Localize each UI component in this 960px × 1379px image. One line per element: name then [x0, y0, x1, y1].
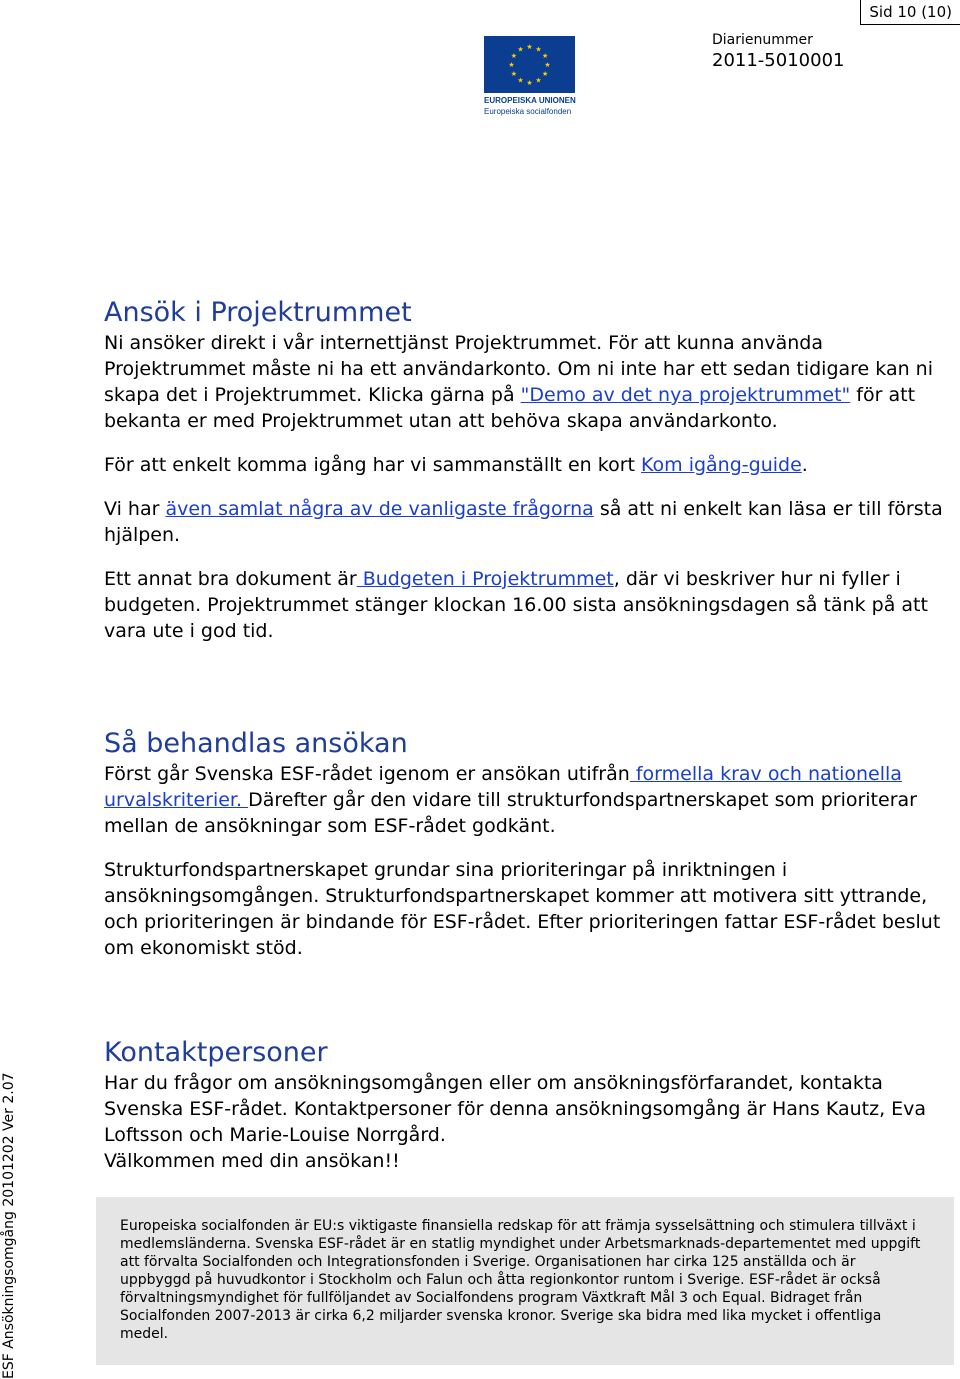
star-icon: ★ — [510, 70, 518, 78]
star-icon: ★ — [541, 52, 549, 60]
star-icon: ★ — [517, 76, 524, 85]
contacts-paragraph-2: Välkommen med din ansökan!! — [104, 1150, 400, 1172]
budget-link[interactable]: Budgeten i Projektrummet — [356, 568, 614, 590]
star-icon: ★ — [541, 70, 549, 78]
section-processing-heading: Så behandlas ansökan — [104, 728, 408, 759]
text-run: Vi har — [104, 498, 166, 520]
version-sidebar: ESF Ansökningsomgång 20101202 Ver 2.07 — [1, 1072, 17, 1379]
faq-link[interactable]: även samlat några av de vanligaste frågorna — [165, 498, 594, 520]
text-run: Ni ansöker direkt i vår internettjänst Projektrummet. För att kunna använda Projektrummet måste ni ha ett användarkonto. Om ni inte har ett sedan tidigare kan ni skapa det i Projektrummet. Klicka gärna på — [104, 332, 934, 406]
page-number: Sid 10 (10) — [869, 3, 952, 21]
star-icon: ★ — [526, 43, 533, 51]
page-number-box — [860, 0, 960, 25]
eu-logo — [484, 36, 578, 117]
apply-paragraph-1 — [104, 330, 954, 434]
demo-link[interactable]: "Demo av det nya projektrummet" — [520, 384, 851, 406]
text-run: Först går Svenska ESF-rådet igenom er ansökan utifrån — [104, 763, 630, 785]
text-run: Ett annat bra dokument är — [104, 568, 357, 590]
diarie-block — [712, 32, 844, 71]
text-run: För att enkelt komma igång har vi sammanställt en kort — [104, 454, 642, 476]
text-run: Därefter går den vidare till strukturfondspartnerskapet som prioriterar mellan de ansökningar som ESF-rådet godkänt. — [104, 789, 917, 837]
eu-flag-icon — [484, 36, 575, 93]
processing-paragraph-2: Strukturfondspartnerskapet grundar sina prioriteringar på inriktningen i ansökningsomgången. Strukturfondspartnerskapet kommer att motivera sitt yttrande, och prioriteringen är bindande för ESF-rådet. Efter prioriteringen fattar ESF-rådet beslut om ekonomiskt stöd. — [104, 859, 941, 959]
footer-text: Europeiska socialfonden är EU:s viktigaste finansiella redskap för att främja sysselsättning och stimulera tillväxt i medlemsländerna. Svenska ESF-rådet är en statlig myndighet under Arbetsmarknads-departementet med uppgift att förvalta Socialfonden och Integrationsfonden i Sverige. Organisationen har cirka 125 anställda och är uppbyggd på huvudkontor i Stockholm och Falun och åtta regionkontor runtom i Sverige. ESF-rådet är också förvaltningsmyndighet för fullföljandet av Socialfondens program Växtkraft Mål 3 och Equal. Bidraget från Socialfonden 2007-2013 är cirka 6,2 miljarder svenska kronor. Sverige ska bidra med lika mycket i offentliga medel. — [120, 1218, 921, 1342]
text-run: , där vi beskriver hur ni fyller i budgeten. Projektrummet stänger klockan 16.00 sista ansökningsdagen så tänk på att vara ute i god tid. — [104, 568, 928, 642]
section-apply-heading: Ansök i Projektrummet — [104, 297, 412, 328]
footer-info-box — [96, 1197, 954, 1365]
apply-paragraph-4 — [104, 566, 954, 644]
section-contacts-heading: Kontaktpersoner — [104, 1037, 328, 1068]
text-run: . — [801, 454, 808, 476]
star-icon: ★ — [508, 61, 515, 69]
star-icon: ★ — [510, 52, 518, 60]
star-icon: ★ — [517, 45, 524, 54]
section-apply — [104, 296, 954, 644]
criteria-link[interactable]: formella krav och nationella urvalskriterier. — [104, 763, 902, 811]
eu-logo-line2: Europeiska socialfonden — [484, 107, 572, 116]
apply-paragraph-2 — [104, 452, 954, 478]
guide-link[interactable]: Kom igång-guide — [641, 454, 802, 476]
star-icon: ★ — [526, 79, 533, 87]
processing-paragraph-1 — [104, 761, 954, 839]
star-icon: ★ — [535, 45, 542, 54]
star-icon: ★ — [535, 76, 542, 85]
text-run: så att ni enkelt kan läsa er till första hjälpen. — [104, 498, 943, 546]
eu-logo-line1: EUROPEISKA UNIONEN — [484, 96, 576, 105]
section-contacts — [104, 1036, 954, 1174]
diarie-label: Diarienummer — [712, 32, 813, 48]
diarie-number: 2011-5010001 — [712, 50, 845, 71]
eu-logo-text — [484, 95, 578, 117]
apply-paragraph-3 — [104, 496, 954, 548]
text-run: för att bekanta er med Projektrummet utan att behöva skapa användarkonto. — [104, 384, 916, 432]
contacts-paragraph-1: Har du frågor om ansökningsomgången eller om ansökningsförfarandet, kontakta Svenska ESF-rådet. Kontaktpersoner för denna ansökningsomgång är Hans Kautz, Eva Loftsson och Marie-Louise Norrgård. — [104, 1072, 927, 1146]
star-icon: ★ — [544, 61, 551, 69]
section-processing — [104, 727, 954, 961]
